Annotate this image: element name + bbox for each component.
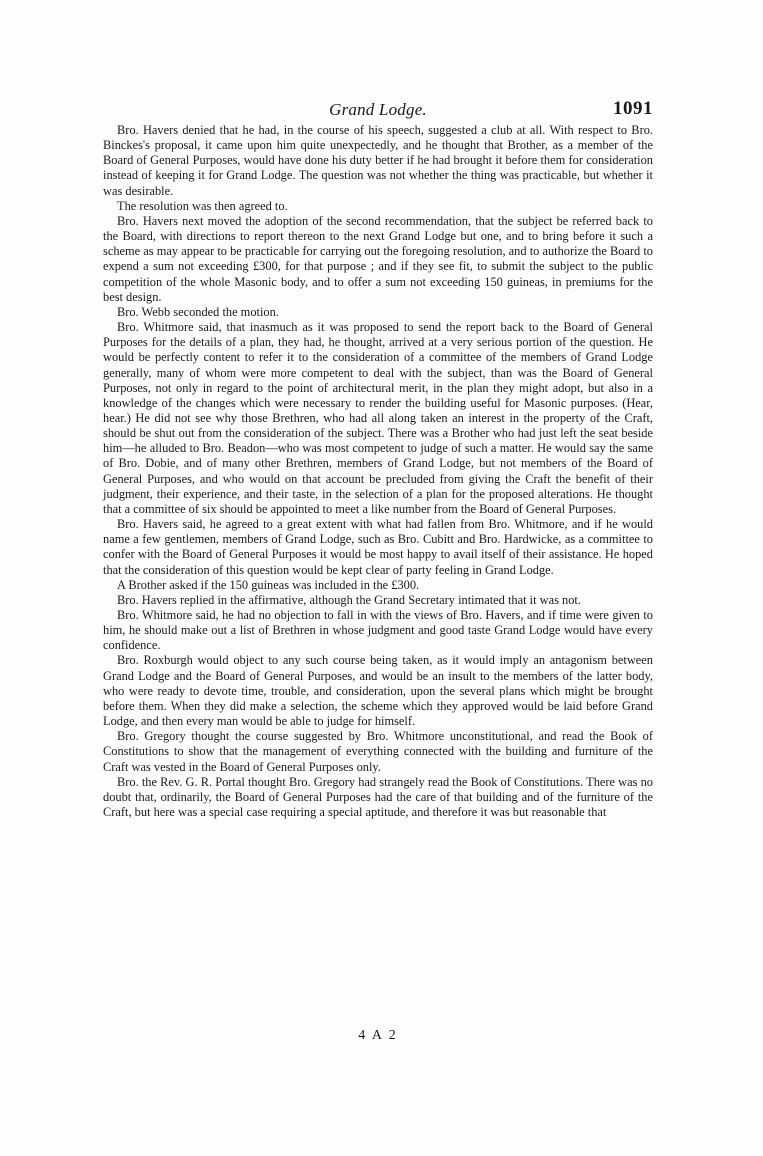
paragraph: Bro. Roxburgh would object to any such course being taken, as it would imply an antagonism between Grand Lodge and the Board of General Purposes, and would be an insult to the members of the latter body, who were ready to devote time, trouble, and consideration, upon the several plans which might be brought before them. When they did make a selection, the scheme which they approved would be laid before Grand Lodge, and then every man would be able to judge for himself.	[103, 653, 653, 729]
paragraph: The resolution was then agreed to.	[117, 198, 288, 213]
paragraph: Bro. Havers said, he agreed to a great extent with what had fallen from Bro. Whitmore, and if he would name a few gentlemen, members of Grand Lodge, such as Bro. Cubitt and Bro. Hardwicke, as a committee to confer with the Board of General Purposes it would be most happy to avail itself of their assistance. He hoped that the consideration of this question would be kept clear of party feeling in Grand Lodge.	[103, 517, 653, 577]
page-number: 1091	[613, 98, 653, 119]
paragraph: Bro. the Rev. G. R. Portal thought Bro. Gregory had strangely read the Book of Constitutions. There was no doubt that, ordinarily, the Board of General Purposes had the care of that building and of the furniture of the Craft, but here was a special case requiring a special aptitude, and therefore it was but reasonable that	[103, 774, 653, 820]
paragraph: Bro. Havers denied that he had, in the course of his speech, suggested a club at all. With respect to Bro. Binckes's proposal, it came upon him quite unexpectedly, and he thought that Brother, as a member of the Board of General Purposes, would have done his duty better if he had brought it before them for consideration instead of keeping it for Grand Lodge. The question was not whether the thing was practicable, but whether it was desirable.	[103, 123, 653, 198]
page-header	[103, 100, 653, 124]
paragraph: Bro. Gregory thought the course suggested by Bro. Whitmore unconstitutional, and read the Book of Constitutions to show that the management of everything connected with the building and furniture of the Craft was vested in the Board of General Purposes only.	[103, 729, 653, 774]
body-text	[103, 123, 653, 820]
paragraph: A Brother asked if the 150 guineas was included in the £300.	[117, 577, 420, 592]
paragraph: Bro. Havers next moved the adoption of the second recommendation, that the subject be referred back to the Board, with directions to report thereon to the next Grand Lodge but one, and to bring before it such a scheme as may appear to be practicable for carrying out the foregoing resolution, and to authorize the Board to expend a sum not exceeding £300, for that purpose ; and if they see fit, to submit the subject to the public competition of the whole Masonic body, and to offer a sum not exceeding 150 guineas, in premiums for the best design.	[103, 213, 653, 304]
paragraph: Bro. Whitmore said, he had no objection to fall in with the views of Bro. Havers, and if time were given to him, he should make out a list of Brethren in whose judgment and good taste Grand Lodge would have every confidence.	[103, 608, 653, 653]
paragraph: Bro. Whitmore said, that inasmuch as it was proposed to send the report back to the Board of General Purposes for the details of a plan, they had, he thought, arrived at a very serious portion of the question. He would be perfectly content to refer it to the consideration of a committee of the members of Grand Lodge generally, many of whom were more competent to deal with the subject, than was the Board of General Purposes, not only in regard to the point of architectural merit, in the plan they might adopt, but also in a knowledge of the changes which were necessary to render the building useful for Masonic purposes. (Hear, hear.) He did not see why those Brethren, who had all along taken an interest in the property of the Craft, should be shut out from the consideration of the subject. There was a Brother who had just left the seat beside him—he alluded to Bro. Beadon—who was most competent to judge of such a matter. He would say the same of Bro. Dobie, and of many other Brethren, members of Grand Lodge, but not members of the Board of General Purposes, and who would on that account be precluded from giving the Craft the benefit of their judgment, their experience, and their taste, in the selection of a plan for the proposed alterations. He thought that a committee of six should be appointed to meet a like number from the Board of General Purposes.	[103, 320, 653, 516]
signature-mark: 4 A 2	[358, 1028, 398, 1043]
paragraph: Bro. Havers replied in the affirmative, although the Grand Secretary intimated that it was not.	[117, 592, 581, 607]
running-title: Grand Lodge.	[329, 100, 427, 119]
paragraph: Bro. Webb seconded the motion.	[117, 304, 279, 319]
